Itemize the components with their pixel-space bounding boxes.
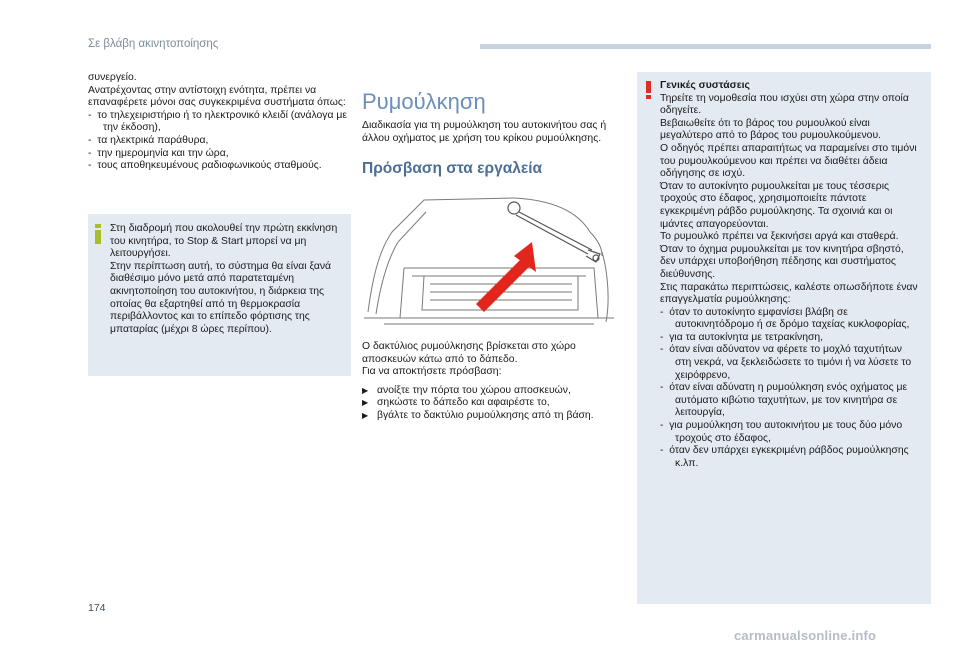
warning-list-item: - όταν είναι αδύνατη η ρυμούλκηση ενός οχήματος με αυτόματο κιβώτιο ταχυτήτων, με τον κινητήρα σε λειτουργία,	[660, 382, 908, 419]
warning-list-item: - όταν δεν υπάρχει εγκεκριμένη ράβδος ρυμούλκησης κ.λπ.	[660, 445, 909, 469]
triangle-bullet-icon: ▶	[362, 410, 369, 420]
info-box	[88, 214, 351, 376]
warning-list-item: - για τα αυτοκίνητα με τετρακίνηση,	[660, 331, 824, 343]
warning-text: Το ρυμουλκό πρέπει να ξεκινήσει αργά και σταθερά.	[660, 231, 899, 243]
section-title: Ρυμούλκηση	[362, 89, 486, 114]
header-bar	[480, 44, 931, 49]
body-text: Ο δακτύλιος ρυμούλκησης βρίσκεται στο χώρο αποσκευών κάτω από το δάπεδο.	[362, 341, 576, 365]
text-line: Ανατρέχοντας στην αντίστοιχη ενότητα, πρέπει να επαναφέρετε μόνοι σας συγκεκριμένα συστήματα όπως:	[88, 84, 346, 109]
warning-text: Όταν το αυτοκίνητο ρυμουλκείται με τους τέσσερις τροχούς στο έδαφος, χρησιμοποιείτε πάντοτε εγκεκριμένη ράβδο ρυμούλκησης. Τα σχοινιά και οι ιμάντες απαγορεύονται.	[660, 180, 893, 230]
info-text: Στην περίπτωση αυτή, το σύστημα θα είναι ξανά διαθέσιμο μόνο μετά από παρατεταμένη ακινητοποίηση του αυτοκινήτου, η διάρκεια της οποίας θα εξαρτηθεί από τη θερμοκρασία περιβάλλοντος και το επίπεδο φόρτισης της μπαταρίας (μέχρι 8 ώρες περίπου).	[110, 260, 332, 335]
step-item: ▶ ανοίξτε την πόρτα του χώρου αποσκευών,	[362, 384, 571, 396]
towing-intro: Διαδικασία για τη ρυμούλκηση του αυτοκινήτου σας ή άλλου οχήματος με χρήση του κρίκου ρυμούλκησης.	[362, 120, 607, 144]
triangle-bullet-icon: ▶	[362, 398, 369, 408]
list-item: - την ημερομηνία και την ώρα,	[88, 147, 229, 159]
list-item: - τους αποθηκευμένους ραδιοφωνικούς σταθμούς.	[88, 160, 322, 172]
subsection-title: Πρόσβαση στα εργαλεία	[362, 160, 543, 177]
list-item: - το τηλεχειριστήριο ή το ηλεκτρονικό κλειδί (ανάλογα με την έκδοση),	[88, 109, 347, 134]
warning-icon	[646, 81, 651, 97]
warning-box	[637, 72, 931, 604]
info-icon	[95, 224, 101, 239]
text-line: συνεργείο.	[88, 72, 137, 83]
body-text: Για να αποκτήσετε πρόσβαση:	[362, 366, 502, 378]
triangle-bullet-icon: ▶	[362, 385, 369, 395]
warning-text: Τηρείτε τη νομοθεσία που ισχύει στη χώρα στην οποία οδηγείτε.	[660, 92, 909, 117]
watermark: carmanualsonline.info	[734, 628, 877, 643]
warning-text: Βεβαιωθείτε ότι το βάρος του ρυμουλκού είναι μεγαλύτερο από το βάρος του ρυμουλκούμενου.	[660, 117, 882, 142]
warning-list-item: - για ρυμούλκηση του αυτοκινήτου με τους δύο μόνο τροχούς στο έδαφος,	[660, 420, 903, 444]
list-item: - τα ηλεκτρικά παράθυρα,	[88, 134, 209, 146]
info-text: Στη διαδρομή που ακολουθεί την πρώτη εκκίνηση του κινητήρα, το Stop & Start μπορεί να μη λειτουργήσει.	[110, 223, 338, 260]
warning-list-item: - όταν το αυτοκίνητο εμφανίσει βλάβη σε αυτοκινητόδρομο ή σε δρόμο ταχείας κυκλοφορίας,	[660, 306, 910, 331]
page-number: 174	[88, 602, 106, 614]
warning-list-item: - όταν είναι αδύνατον να φέρετε το μοχλό ταχυτήτων στη νεκρά, να ξεκλειδώσετε το τιμόνι ή να λύσετε το χειρόφρενο,	[660, 344, 912, 381]
warning-text: Στις παρακάτω περιπτώσεις, καλέστε οπωσδήποτε έναν επαγγελματία ρυμούλκησης:	[660, 281, 918, 306]
warning-text: Όταν το όχημα ρυμουλκείται με τον κινητήρα σβηστό, δεν υπάρχει υποβοήθηση πέδησης και συστήματος διεύθυνσης.	[660, 243, 904, 280]
trunk-drawing	[364, 192, 614, 327]
warning-text: Ο οδηγός πρέπει απαραιτήτως να παραμείνει στο τιμόνι του ρυμουλκούμενου και πρέπει να διαθέτει άδεια οδήγησης σε ισχύ.	[660, 142, 917, 180]
step-item: ▶ σηκώστε το δάπεδο και αφαιρέστε το,	[362, 397, 550, 409]
warning-title: Γενικές συστάσεις	[660, 80, 750, 91]
step-item: ▶ βγάλτε το δακτύλιο ρυμούλκησης από τη βάση.	[362, 409, 594, 421]
towing-body	[362, 341, 627, 423]
trunk-illustration	[364, 192, 614, 327]
section-header-title: Σε βλάβη ακινητοποίησης	[88, 38, 219, 50]
column-left	[88, 72, 348, 173]
